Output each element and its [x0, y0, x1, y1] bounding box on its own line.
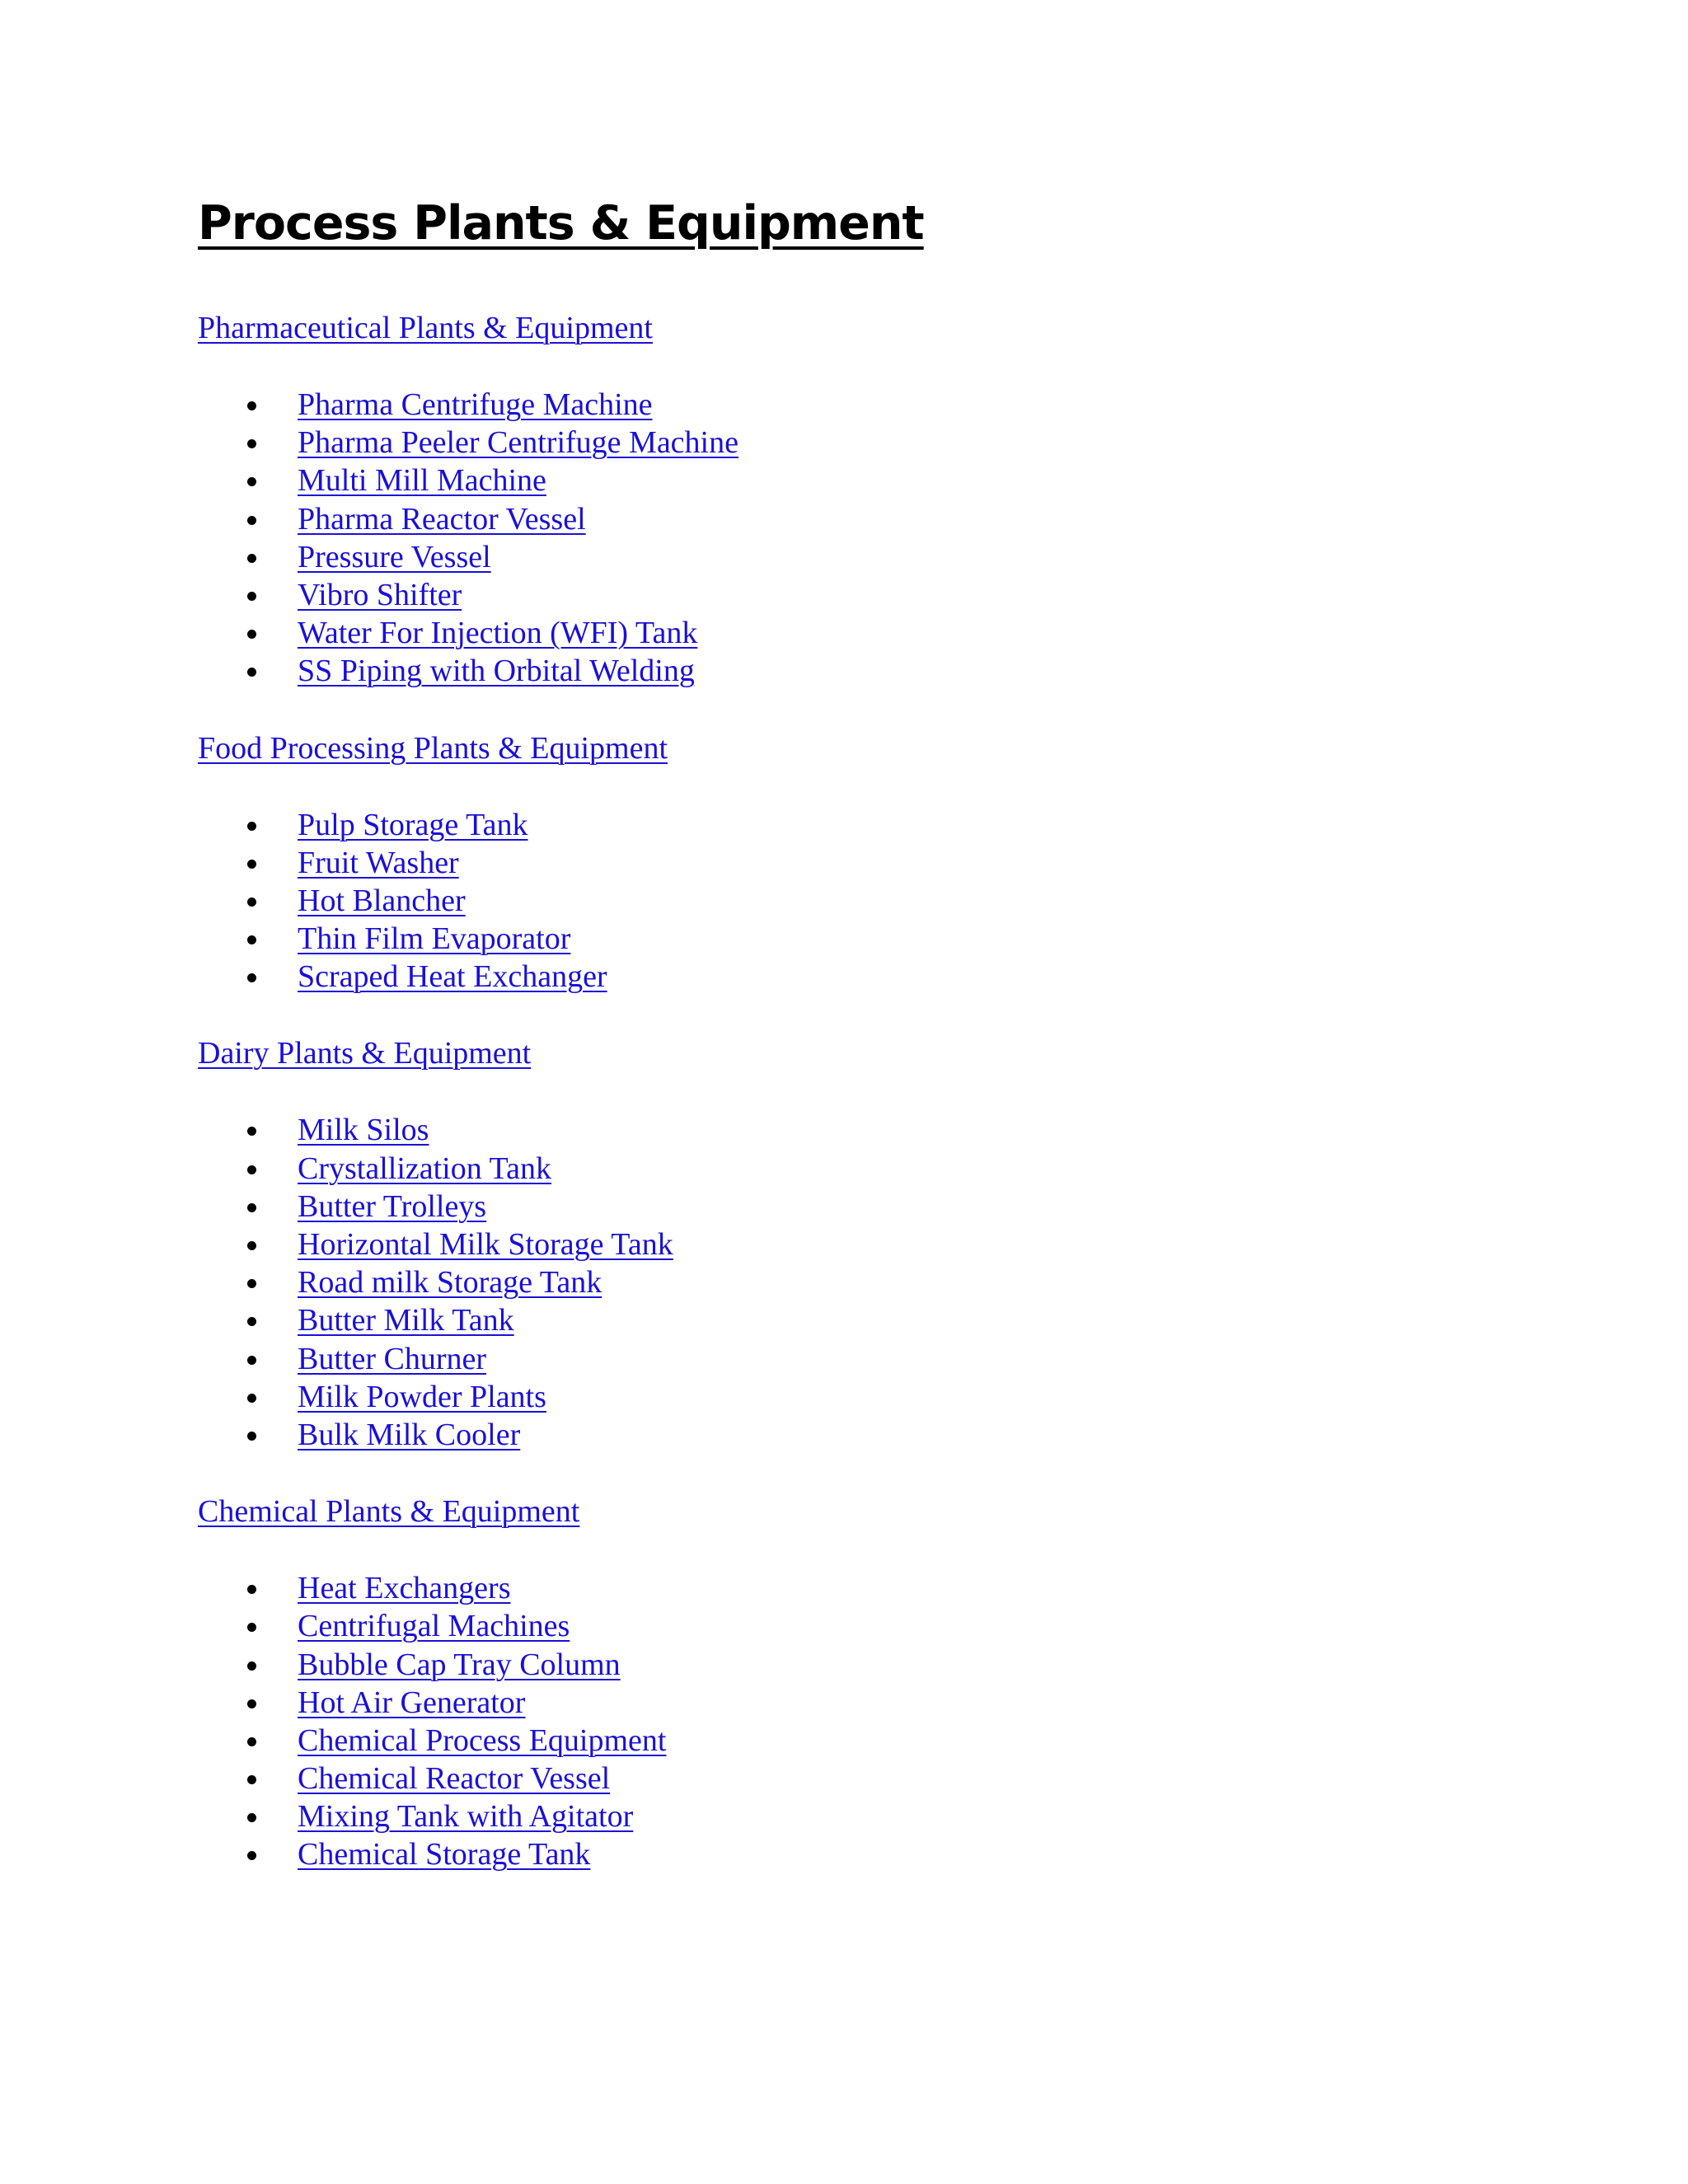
item-link[interactable]: Horizontal Milk Storage Tank: [298, 1227, 673, 1262]
bullet-icon: [247, 1394, 256, 1403]
list-item: [198, 1797, 738, 1835]
list-item: [198, 1111, 738, 1149]
bullet-icon: [247, 477, 256, 486]
item-link[interactable]: Chemical Reactor Vessel: [298, 1761, 611, 1797]
item-link[interactable]: Pulp Storage Tank: [298, 807, 528, 842]
section-heading: [198, 1493, 738, 1530]
item-link[interactable]: Bubble Cap Tray Column: [298, 1647, 621, 1682]
item-link[interactable]: Pressure Vessel: [298, 539, 491, 574]
bullet-icon: [247, 1165, 256, 1174]
item-link[interactable]: Multi Mill Machine: [298, 463, 546, 499]
list-item: [198, 1416, 738, 1454]
section-heading: [198, 1034, 738, 1072]
list-item: [198, 1684, 738, 1722]
item-link[interactable]: Milk Powder Plants: [298, 1379, 546, 1414]
bullet-icon: [247, 1851, 256, 1860]
item-link[interactable]: Mixing Tank with Agitator: [298, 1799, 634, 1835]
item-link[interactable]: Water For Injection (WFI) Tank: [298, 616, 698, 651]
bullet-icon: [247, 1356, 256, 1365]
item-link[interactable]: Pharma Peeler Centrifuge Machine: [298, 425, 738, 461]
item-link[interactable]: Pharma Reactor Vessel: [298, 501, 586, 537]
bullet-icon: [247, 1699, 256, 1708]
item-link[interactable]: Crystallization Tank: [298, 1151, 551, 1186]
list-item: [198, 958, 738, 996]
bullet-icon: [247, 1203, 256, 1212]
list-item: [198, 920, 738, 958]
list-item: [198, 1263, 738, 1301]
bullet-icon: [247, 1279, 256, 1288]
list-item: [198, 1150, 738, 1188]
list-item: [198, 1226, 738, 1263]
section-link-dairy[interactable]: Dairy Plants & Equipment: [198, 1036, 532, 1071]
item-link[interactable]: Butter Churner: [298, 1341, 487, 1376]
bullet-icon: [247, 1775, 256, 1784]
bullet-icon: [247, 1623, 256, 1632]
item-link[interactable]: Centrifugal Machines: [298, 1609, 570, 1644]
bullet-icon: [247, 554, 256, 563]
list-item: [198, 424, 738, 462]
list-item: [198, 882, 738, 920]
list-item: [198, 1722, 738, 1760]
bullet-icon: [247, 439, 256, 448]
item-link[interactable]: Milk Silos: [298, 1113, 429, 1148]
document-content: [198, 309, 738, 1913]
list-item: [198, 1760, 738, 1797]
bullet-icon: [247, 860, 256, 869]
bullet-icon: [247, 935, 256, 944]
bullet-icon: [247, 822, 256, 831]
list-item: [198, 1835, 738, 1873]
item-link[interactable]: Butter Milk Tank: [298, 1303, 514, 1338]
section-dairy: [198, 1034, 738, 1454]
bullet-icon: [247, 630, 256, 639]
section-chemical: [198, 1493, 738, 1874]
item-list: [198, 1111, 738, 1454]
list-item: [198, 806, 738, 844]
list-item: [198, 1340, 738, 1378]
item-link[interactable]: Bulk Milk Cooler: [298, 1417, 521, 1452]
bullet-icon: [247, 516, 256, 525]
bullet-icon: [247, 592, 256, 601]
list-item: [198, 614, 738, 652]
item-list: [198, 386, 738, 691]
item-link[interactable]: Hot Air Generator: [298, 1685, 526, 1720]
item-link[interactable]: Butter Trolleys: [298, 1188, 487, 1224]
list-item: [198, 576, 738, 614]
bullet-icon: [247, 898, 256, 907]
list-item: [198, 386, 738, 424]
list-item: [198, 652, 738, 690]
list-item: [198, 844, 738, 882]
section-link-food-processing[interactable]: Food Processing Plants & Equipment: [198, 730, 668, 766]
page-title: Process Plants & Equipment: [198, 196, 924, 251]
bullet-icon: [247, 1585, 256, 1594]
section-link-chemical[interactable]: Chemical Plants & Equipment: [198, 1494, 580, 1530]
list-item: [198, 1646, 738, 1684]
bullet-icon: [247, 1317, 256, 1326]
section-food-processing: [198, 729, 738, 996]
item-link[interactable]: Hot Blancher: [298, 883, 466, 918]
list-item: [198, 1607, 738, 1645]
list-item: [198, 1301, 738, 1339]
list-item: [198, 1569, 738, 1607]
list-item: [198, 1378, 738, 1416]
list-item: [198, 462, 738, 499]
item-link[interactable]: Chemical Storage Tank: [298, 1837, 591, 1872]
item-link[interactable]: Fruit Washer: [298, 845, 459, 880]
item-list: [198, 806, 738, 996]
item-link[interactable]: Heat Exchangers: [298, 1571, 511, 1606]
bullet-icon: [247, 1432, 256, 1441]
section-heading: [198, 729, 738, 767]
item-link[interactable]: Pharma Centrifuge Machine: [298, 387, 653, 422]
bullet-icon: [247, 668, 256, 677]
bullet-icon: [247, 973, 256, 982]
item-link[interactable]: Scraped Heat Exchanger: [298, 959, 607, 995]
list-item: [198, 1188, 738, 1226]
item-link[interactable]: SS Piping with Orbital Welding: [298, 654, 695, 689]
section-heading: [198, 309, 738, 347]
item-link[interactable]: Vibro Shifter: [298, 577, 462, 612]
section-pharmaceutical: [198, 309, 738, 691]
list-item: [198, 538, 738, 576]
bullet-icon: [247, 1127, 256, 1136]
bullet-icon: [247, 401, 256, 410]
section-link-pharmaceutical[interactable]: Pharmaceutical Plants & Equipment: [198, 311, 653, 345]
item-list: [198, 1569, 738, 1874]
item-link[interactable]: Thin Film Evaporator: [298, 921, 571, 957]
list-item: [198, 500, 738, 538]
bullet-icon: [247, 1661, 256, 1671]
bullet-icon: [247, 1737, 256, 1746]
item-link[interactable]: Road milk Storage Tank: [298, 1265, 603, 1301]
bullet-icon: [247, 1241, 256, 1250]
bullet-icon: [247, 1813, 256, 1822]
item-link[interactable]: Chemical Process Equipment: [298, 1722, 667, 1758]
